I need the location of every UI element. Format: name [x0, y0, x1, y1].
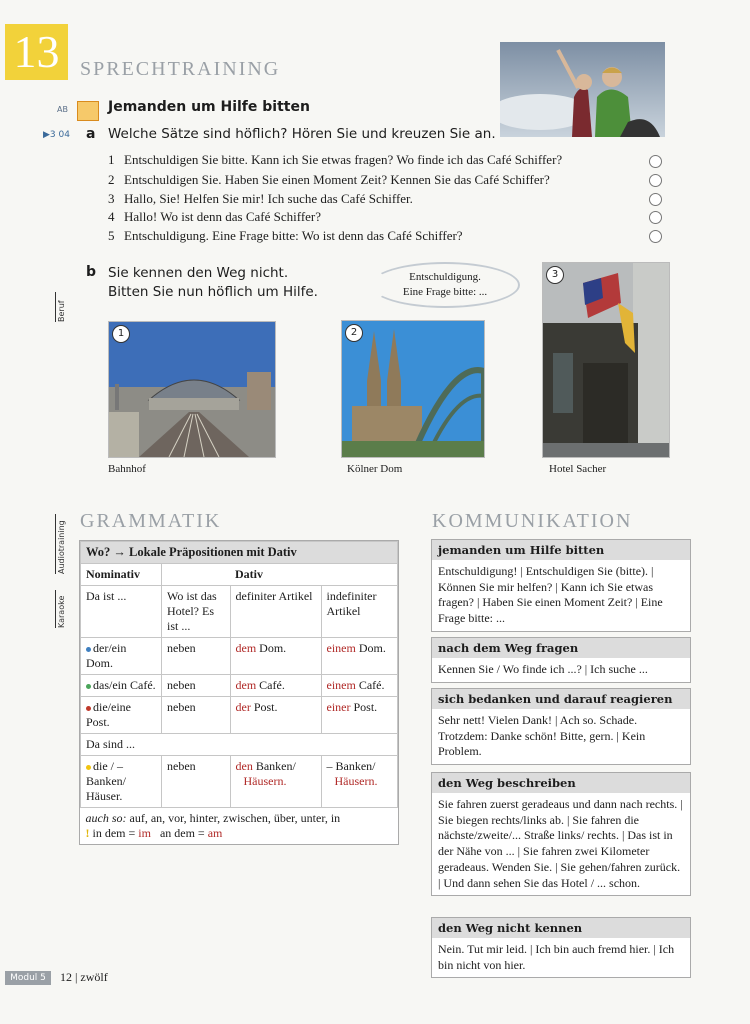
- definiter-artikel: definiter Artikel: [230, 586, 321, 638]
- part-a-letter: a: [86, 126, 96, 142]
- radio-sentence-4[interactable]: [649, 211, 662, 224]
- side-divider: [55, 292, 56, 322]
- caption-koelner-dom: Kölner Dom: [347, 463, 403, 475]
- task-title: Jemanden um Hilfe bitten: [108, 99, 310, 115]
- picture-number-3: 3: [546, 266, 564, 284]
- workbook-label: AB: [57, 105, 68, 114]
- side-label-karaoke: Karaoke: [57, 595, 66, 628]
- radio-sentence-1[interactable]: [649, 155, 662, 168]
- indefiniter-artikel: indefiniter Artikel: [321, 586, 398, 638]
- sentence-2: 2 Entschuldigen Sie. Haben Sie einen Moment Zeit? Kennen Sie das Café Schiffer?: [108, 172, 550, 187]
- kommunikation-title: KOMMUNIKATION: [432, 510, 633, 532]
- radio-sentence-3[interactable]: [649, 193, 662, 206]
- komm-box-hilfe: jemanden um Hilfe bitten Entschuldigung! | Entschuldigen Sie (bitte). | Können Sie mir helfen? | Kann ich Sie etwas fragen? | Haben Sie einen Moment Zeit? | Eine Frage bitte: ...: [431, 539, 691, 632]
- photo-hotel-sacher: [542, 262, 670, 458]
- komm-box-weg-beschreiben: den Weg beschreiben Sie fahren zuerst geradeaus und dann nach rechts. | Sie biegen rechts/links ab. | Sie fahren die nächste/zweite/... Straße links/ rechts. | Das ist in der Nähe von ... | Sie fahren zwei Kilometer geradeaus. Wenden Sie. | Sie gehen/fahren zurück. | Und dann sehen Sie das Hotel / ... schon.: [431, 772, 691, 896]
- picture-number-1: 1: [112, 325, 130, 343]
- komm-box-weg-nicht-kennen: den Weg nicht kennen Nein. Tut mir leid. | Ich bin auch fremd hier. | Ich bin nicht von hier.: [431, 917, 691, 978]
- grammar-note: auch so: auf, an, vor, hinter, zwischen, über, unter, in ! in dem = im an dem = am: [81, 808, 398, 845]
- col-dativ: Dativ: [230, 564, 398, 586]
- sentence-4: 4 Hallo! Wo ist denn das Café Schiffer?: [108, 209, 322, 224]
- komm-box-bedanken: sich bedanken und darauf reagieren Sehr nett! Vielen Dank! | Ach so. Schade. Trotzdem: Danke schön! Bitte, gern. | Kein Problem.: [431, 688, 691, 765]
- sentence-3: 3 Hallo, Sie! Helfen Sie mir! Ich suche das Café Schiffer.: [108, 191, 413, 206]
- photo-people-pointing: [500, 42, 665, 137]
- komm-box-weg-fragen: nach dem Weg fragen Kennen Sie / Wo finde ich ...? | Ich suche ...: [431, 637, 691, 683]
- speech-bubble: Entschuldigung. Eine Frage bitte: ...: [330, 262, 520, 308]
- table-row: die/eine Post. neben der Post. einer Post.: [81, 697, 398, 734]
- side-label-audiotraining: Audiotraining: [57, 520, 66, 574]
- table-row: der/ein Dom. neben dem Dom. einem Dom.: [81, 638, 398, 675]
- audio-track-icon[interactable]: ▶3 04: [43, 130, 70, 140]
- side-divider: [55, 514, 56, 574]
- da-ist: Da ist ...: [81, 586, 162, 638]
- radio-sentence-5[interactable]: [649, 230, 662, 243]
- sentence-1: 1 Entschuldigen Sie bitte. Kann ich Sie etwas fragen? Wo finde ich das Café Schiffer?: [108, 152, 563, 167]
- grammar-table: [79, 540, 399, 845]
- photo-bahnhof: [108, 321, 276, 458]
- col-nominativ: Nominativ: [81, 564, 162, 586]
- section-title: SPRECHTRAINING: [80, 58, 281, 80]
- wo-ist-question: Wo ist das Hotel? Es ist ...: [162, 586, 231, 638]
- part-b-letter: b: [86, 264, 97, 280]
- da-sind: Da sind ...: [81, 734, 398, 756]
- sentence-5: 5 Entschuldigung. Eine Frage bitte: Wo ist denn das Café Schiffer?: [108, 228, 463, 243]
- radio-sentence-2[interactable]: [649, 174, 662, 187]
- table-row: die / – Banken/ Häuser. neben den Banken/ Häusern. – Banken/ Häusern.: [81, 756, 398, 808]
- side-label-beruf: Beruf: [57, 300, 66, 322]
- grammatik-title: GRAMMATIK: [80, 510, 222, 532]
- caption-hotel-sacher: Hotel Sacher: [549, 463, 607, 475]
- photo-koelner-dom: [341, 320, 485, 458]
- chapter-number: 13: [5, 24, 68, 80]
- grammar-table-title: Wo? → Lokale Präpositionen mit Dativ: [81, 542, 398, 564]
- picture-number-2: 2: [345, 324, 363, 342]
- side-divider: [55, 590, 56, 628]
- part-b-instruction: Sie kennen den Weg nicht. Bitten Sie nun höflich um Hilfe.: [108, 265, 318, 300]
- table-row: das/ein Café. neben dem Café. einem Café.: [81, 675, 398, 697]
- caption-bahnhof: Bahnhof: [108, 463, 146, 475]
- part-a-instruction: Welche Sätze sind höflich? Hören Sie und kreuzen Sie an.: [108, 126, 496, 142]
- page-number: 12 | zwölf: [60, 970, 108, 984]
- task-number-badge: [77, 101, 99, 121]
- module-label: Modul 5: [5, 971, 51, 985]
